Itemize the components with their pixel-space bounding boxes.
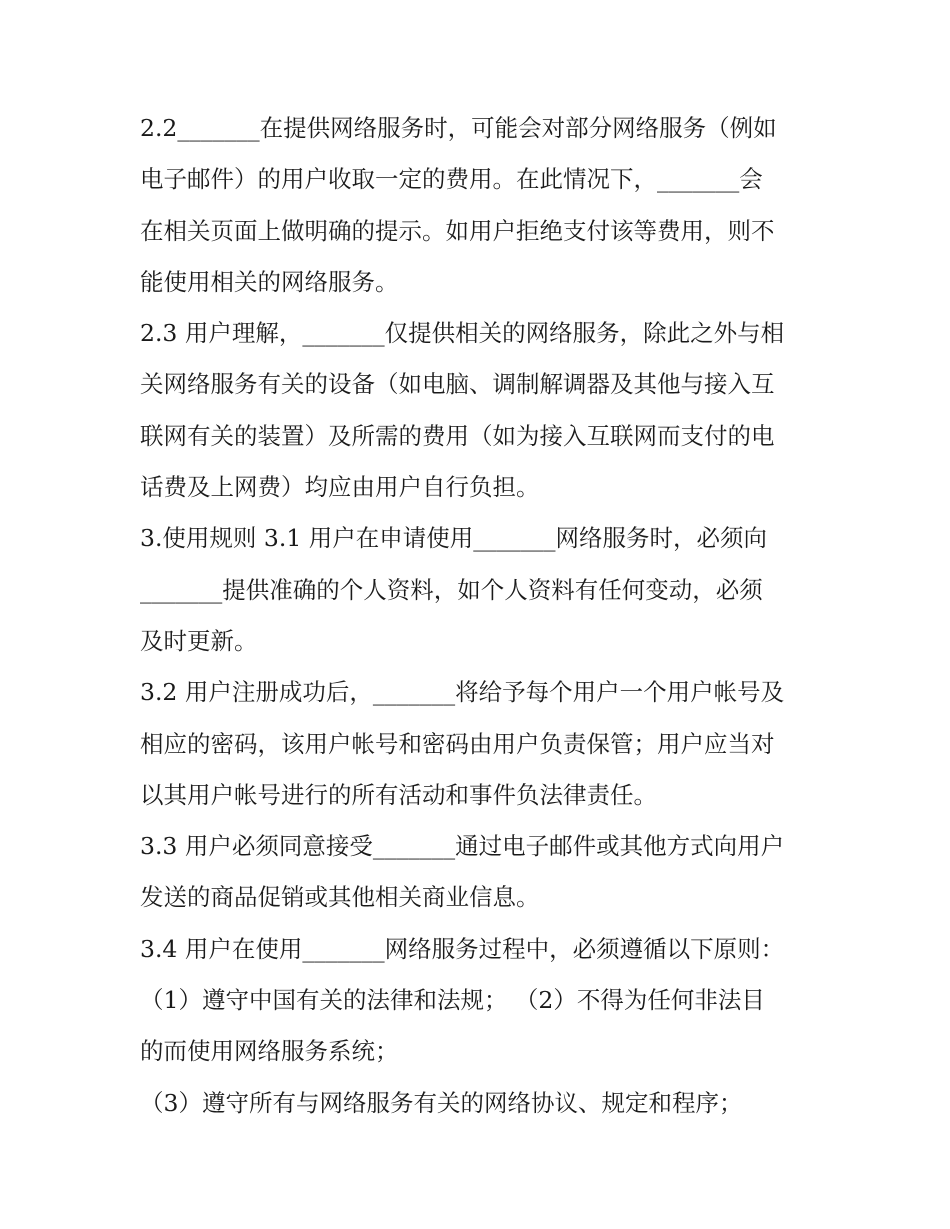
text-line: 的而使用网络服务系统； bbox=[140, 1037, 399, 1066]
text-line: 相应的密码，该用户帐号和密码由用户负责保管；用户应当对 bbox=[140, 729, 775, 758]
text-line: （1）遵守中国有关的法律和法规； （2）不得为任何非法目 bbox=[140, 986, 765, 1015]
text-line: 能使用相关的网络服务。 bbox=[140, 267, 399, 296]
text-line: 2.3 用户理解，_______仅提供相关的网络服务，除此之外与相 bbox=[140, 319, 785, 348]
text-line: 以其用户帐号进行的所有活动和事件负法律责任。 bbox=[140, 780, 657, 809]
text-line: 话费及上网费）均应由用户自行负担。 bbox=[140, 473, 540, 502]
text-line: 电子邮件）的用户收取一定的费用。在此情况下，_______会 bbox=[140, 165, 763, 194]
text-line: 2.2_______在提供网络服务时，可能会对部分网络服务（例如 bbox=[140, 114, 777, 142]
text-line: 关网络服务有关的设备（如电脑、调制解调器及其他与接入互 bbox=[140, 370, 775, 399]
document-body bbox=[140, 103, 830, 1129]
text-line: （3）遵守所有与网络服务有关的网络协议、规定和程序； bbox=[140, 1088, 743, 1117]
text-line: 3.使用规则 3.1 用户在申请使用_______网络服务时，必须向 bbox=[140, 524, 767, 553]
text-line: 3.2 用户注册成功后，_______将给予每个用户一个用户帐号及 bbox=[140, 678, 785, 707]
text-line: 3.3 用户必须同意接受_______通过电子邮件或其他方式向用户 bbox=[140, 832, 785, 861]
text-line: 及时更新。 bbox=[140, 626, 258, 655]
text-line: 发送的商品促销或其他相关商业信息。 bbox=[140, 883, 540, 912]
text-line: 3.4 用户在使用_______网络服务过程中，必须遵循以下原则： bbox=[140, 934, 785, 963]
text-line: 在相关页面上做明确的提示。如用户拒绝支付该等费用，则不 bbox=[140, 216, 775, 245]
text-line: _______提供准确的个人资料，如个人资料有任何变动，必须 bbox=[140, 575, 763, 604]
text-line: 联网有关的装置）及所需的费用（如为接入互联网而支付的电 bbox=[140, 421, 775, 450]
